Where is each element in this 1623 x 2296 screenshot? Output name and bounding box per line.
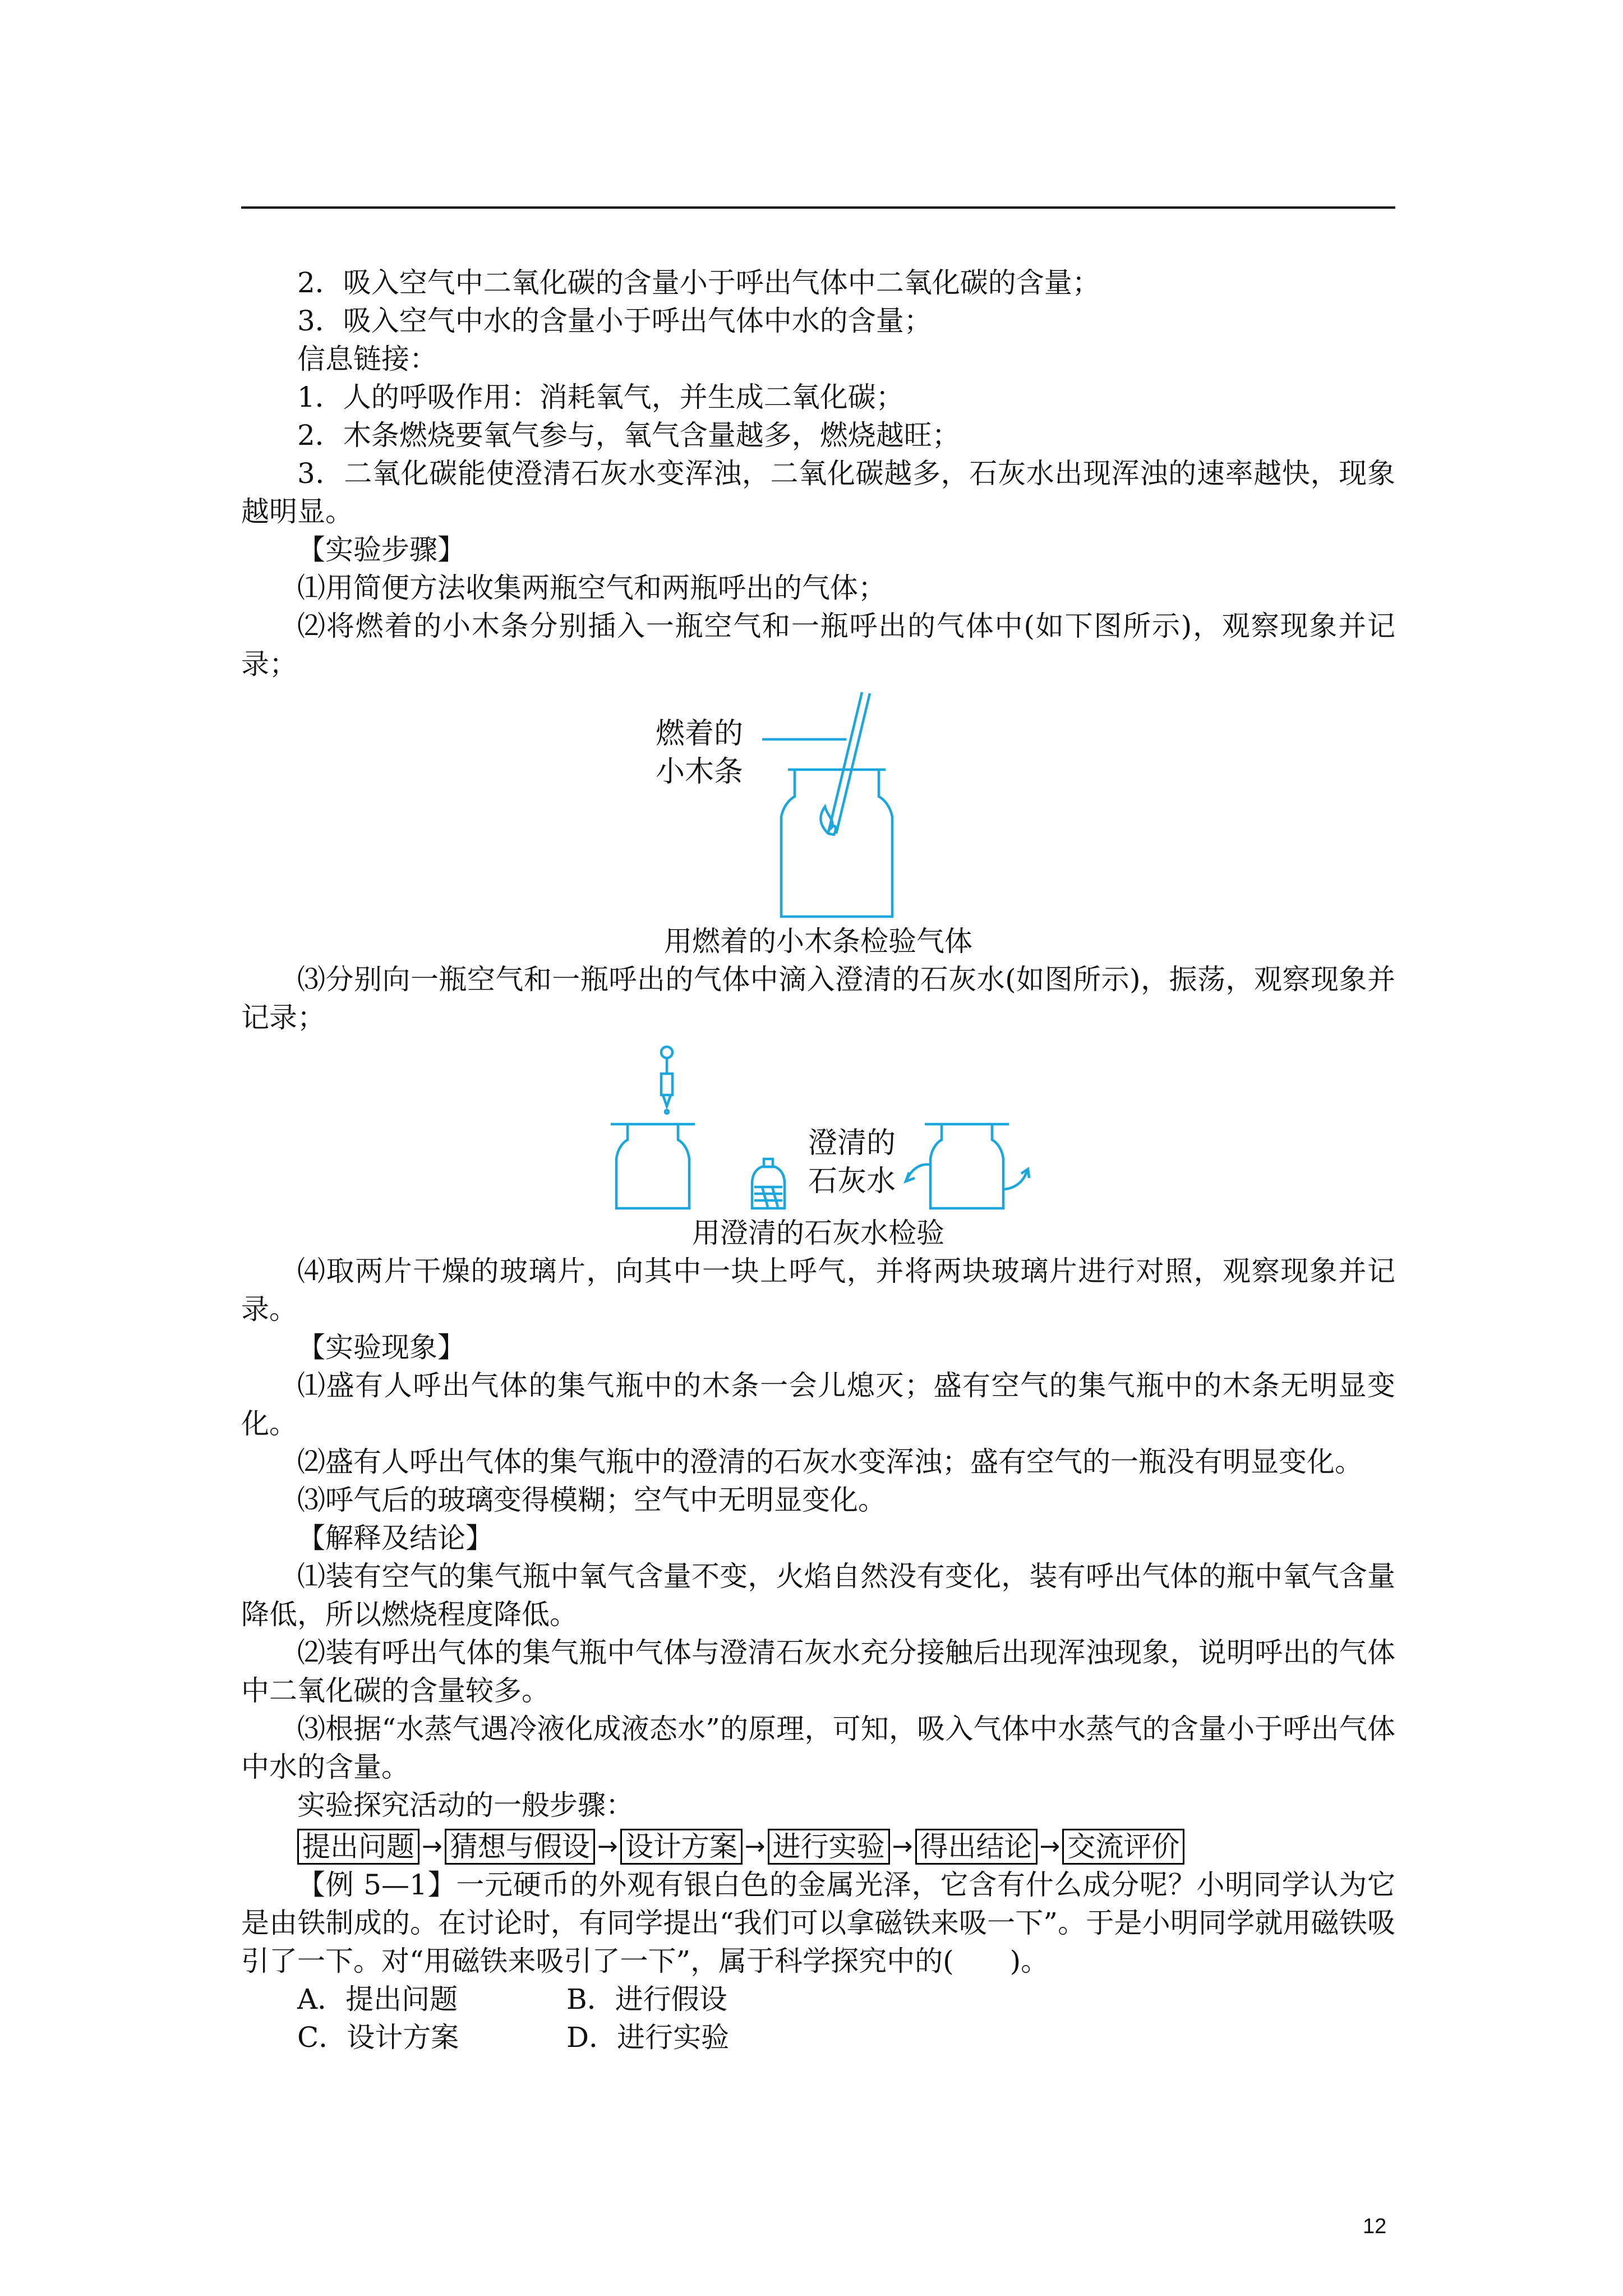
- figure-2-label: [808, 1124, 896, 1200]
- step-1: ⑴用简便方法收集两瓶空气和两瓶呼出的气体；: [297, 572, 886, 604]
- phenomenon-3: ⑶呼气后的玻璃变得模糊；空气中无明显变化。: [297, 1484, 886, 1516]
- figure-1-label-line-2: 小木条: [656, 755, 744, 789]
- flow-arrow-icon: →: [1039, 1832, 1061, 1861]
- flow-arrow-icon: →: [597, 1832, 618, 1861]
- intro-line-2: 3．吸入空气中水的含量小于呼出气体中水的含量；: [297, 305, 932, 337]
- figure-2-label-line-2: 石灰水: [808, 1165, 896, 1198]
- phenomena-heading: 【实验现象】: [297, 1331, 465, 1364]
- flow-step-6: 交流评价: [1062, 1829, 1184, 1865]
- page-body: [241, 264, 1395, 2056]
- page-number: 12: [1363, 2215, 1387, 2238]
- flow-step-2: 猜想与假设: [445, 1829, 595, 1865]
- option-c: C．设计方案: [297, 2021, 459, 2054]
- figure-1-label-line-1: 燃着的: [656, 717, 744, 751]
- header-rule: [241, 206, 1395, 209]
- general-steps-title: 实验探究活动的一般步骤：: [297, 1789, 634, 1821]
- figure-2-caption: 用澄清的石灰水检验: [692, 1217, 944, 1249]
- info-line-2: 2．木条燃烧要氧气参与，氧气含量越多，燃烧越旺；: [297, 419, 960, 452]
- flow-arrow-icon: →: [744, 1832, 766, 1861]
- figure-limewater: [605, 1040, 1031, 1214]
- step-4: ⑷取两片干燥的玻璃片，向其中一块上呼气，并将两块玻璃片进行对照，观察现象并记录。: [241, 1255, 1395, 1326]
- figure-2-label-line-1: 澄清的: [808, 1126, 896, 1160]
- flow-arrow-icon: →: [892, 1832, 913, 1861]
- info-line-3: 3．二氧化碳能使澄清石灰水变浑浊，二氧化碳越多，石灰水出现浑浊的速率越快，现象越明显。: [241, 457, 1395, 528]
- flow-arrow-icon: →: [422, 1832, 442, 1861]
- flow-step-5: 得出结论: [915, 1829, 1038, 1865]
- info-line-1: 1．人的呼吸作用：消耗氧气，并生成二氧化碳；: [297, 381, 904, 413]
- option-b: B．进行假设: [566, 1983, 727, 2016]
- phenomenon-2: ⑵盛有人呼出气体的集气瓶中的澄清的石灰水变浑浊；盛有空气的一瓶没有明显变化。: [297, 1446, 1363, 1478]
- conclusion-3: ⑶根据“水蒸气遇冷液化成液态水”的原理，可知，吸入气体中水蒸气的含量小于呼出气体中水的含量。: [241, 1713, 1395, 1783]
- info-link-heading: 信息链接：: [297, 343, 437, 375]
- conclusion-1: ⑴装有空气的集气瓶中氧气含量不变，火焰自然没有变化，装有呼出气体的瓶中氧气含量降低，所以燃烧程度降低。: [241, 1560, 1395, 1631]
- gas-jar-with-splint-illustration: [650, 687, 986, 922]
- flow-step-1: 提出问题: [297, 1829, 419, 1865]
- figure-1-caption: 用燃着的小木条检验气体: [664, 925, 972, 958]
- flow-step-3: 设计方案: [620, 1829, 743, 1865]
- steps-heading: 【实验步骤】: [297, 533, 465, 566]
- option-d: D．进行实验: [566, 2021, 730, 2054]
- inquiry-flow: [241, 1828, 1395, 1866]
- step-3: ⑶分别向一瓶空气和一瓶呼出的气体中滴入澄清的石灰水(如图所示)，振荡，观察现象并记录；: [241, 963, 1395, 1034]
- options-row-2: [241, 2018, 1395, 2056]
- option-a: A．提出问题: [297, 1983, 458, 2016]
- flow-step-4: 进行实验: [768, 1829, 890, 1865]
- intro-line-1: 2．吸入空气中二氧化碳的含量小于呼出气体中二氧化碳的含量；: [297, 266, 1100, 299]
- conclusion-2: ⑵装有呼出气体的集气瓶中气体与澄清石灰水充分接触后出现浑浊现象，说明呼出的气体中二氧化碳的含量较多。: [241, 1636, 1395, 1707]
- figure-burning-splint: [650, 687, 986, 922]
- step-2: ⑵将燃着的小木条分别插入一瓶空气和一瓶呼出的气体中(如下图所示)，观察现象并记录；: [241, 610, 1395, 680]
- phenomenon-1: ⑴盛有人呼出气体的集气瓶中的木条一会儿熄灭；盛有空气的集气瓶中的木条无明显变化。: [241, 1369, 1395, 1440]
- conclusion-heading: 【解释及结论】: [297, 1522, 494, 1554]
- options-row-1: [241, 1980, 1395, 2018]
- example-question: 【例 5—1】一元硬币的外观有银白色的金属光泽，它含有什么成分呢？小明同学认为它是由铁制成的。在讨论时，有同学提出“我们可以拿磁铁来吸一下”。于是小明同学就用磁铁吸引了一下。对“用磁铁来吸引了一下”，属于科学探究中的( )。: [241, 1869, 1395, 1977]
